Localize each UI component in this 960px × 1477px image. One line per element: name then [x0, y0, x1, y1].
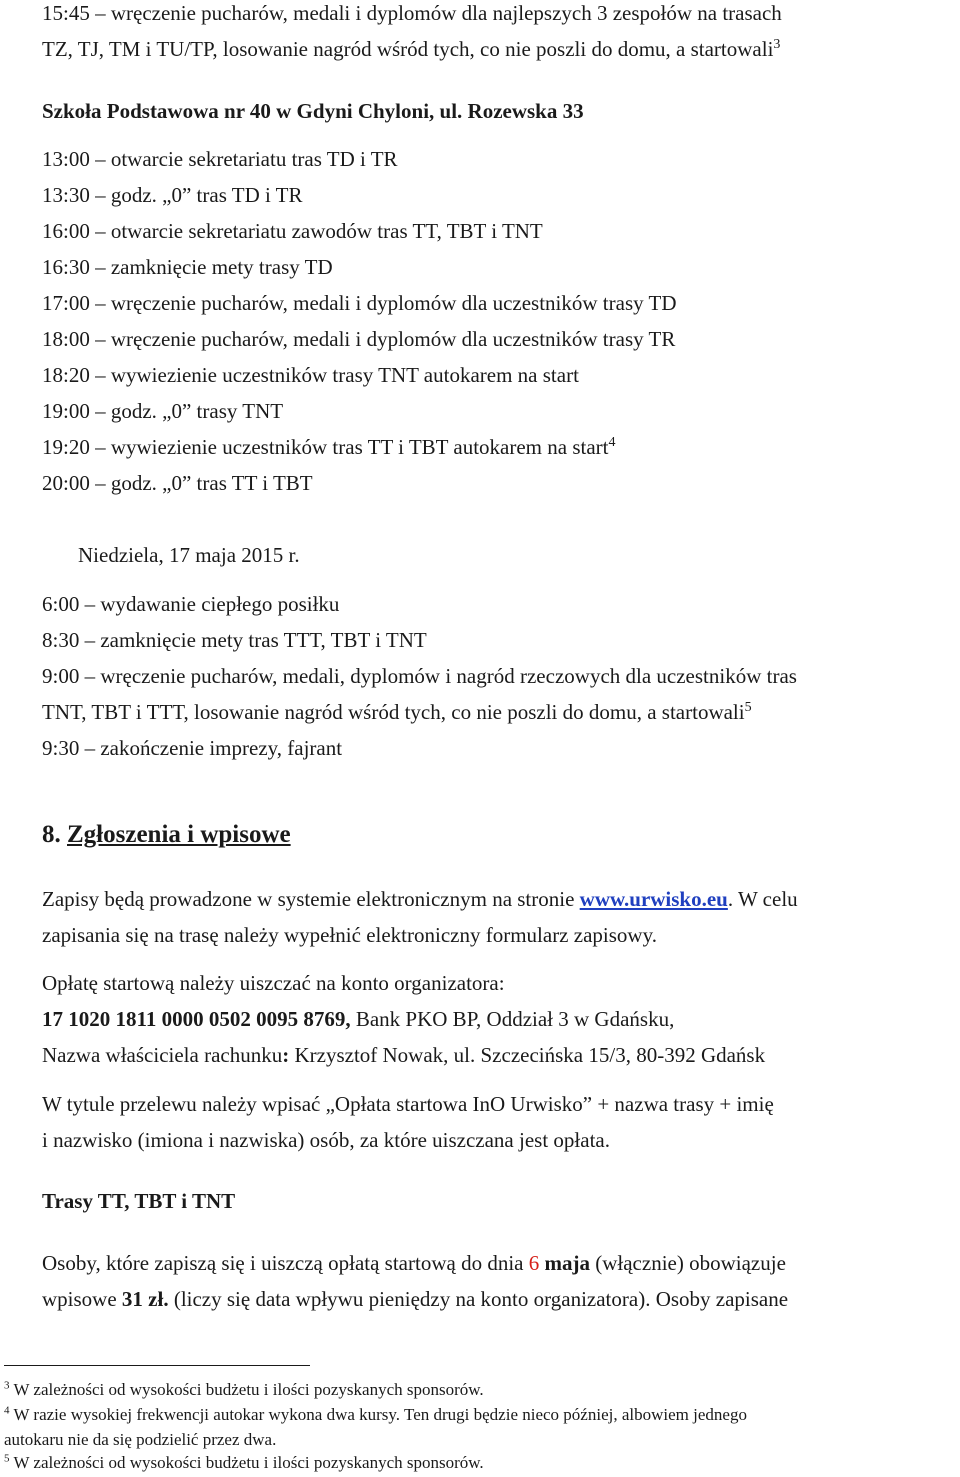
schedule-line: 15:45 – wręczenie pucharów, medali i dyplomów dla najlepszych 3 zespołów na trasach [42, 1, 782, 25]
footnote: $^4$ W razie wysokiej frekwencji autokar wykona dwa kursy. Ten drugi będzie nieco później, albowiem jednego [4, 1404, 747, 1424]
footnote: $^3$ W zależności od wysokości budżetu i ilości pozyskanych sponsorów. [4, 1379, 484, 1399]
schedule-line: 20:00 – godz. „0” tras TT i TBT [42, 471, 313, 495]
footnote: $^5$ W zależności od wysokości budżetu i ilości pozyskanych sponsorów. [4, 1452, 484, 1472]
schedule-line: TZ, TJ, TM i TU/TP, losowanie nagród wśród tych, co nie poszli do domu, a startowali$^3$ [42, 37, 781, 61]
schedule-line: 18:20 – wywiezienie uczestników trasy TNT autokarem na start [42, 363, 579, 387]
venue-heading: Szkoła Podstawowa nr 40 w Gdyni Chyloni, ul. Rozewska 33 [42, 99, 584, 123]
paragraph-line: zapisania się na trasę należy wypełnić elektroniczny formularz zapisowy. [42, 923, 657, 947]
footnote-ref[interactable]: 5 [744, 700, 752, 715]
paragraph-line: wpisowe 31 zł. (liczy się data wpływu pieniędzy na konto organizatora). Osoby zapisane [42, 1287, 789, 1311]
footnote-ref[interactable]: 3 [773, 37, 781, 52]
section-heading: 8. Zgłoszenia i wpisowe [42, 821, 291, 848]
footnote-separator [4, 1365, 310, 1366]
schedule-line: 13:00 – otwarcie sekretariatu tras TD i TR [42, 147, 398, 171]
schedule-line: 9:00 – wręczenie pucharów, medali, dyplomów i nagród rzeczowych dla uczestników tras [42, 664, 797, 688]
schedule-line: 8:30 – zamknięcie mety tras TTT, TBT i TNT [42, 628, 427, 652]
schedule-line: 18:00 – wręczenie pucharów, medali i dyplomów dla uczestników trasy TR [42, 327, 676, 351]
paragraph-line: W tytule przelewu należy wpisać „Opłata startowa InO Urwisko” + nazwa trasy + imię [42, 1092, 774, 1116]
deadline-day: 6 [528, 1251, 540, 1275]
section-title: Zgłoszenia i wpisowe [67, 821, 291, 848]
bank-account-line: 17 1020 1811 0000 0502 0095 8769, Bank PKO BP, Oddział 3 w Gdańsku, [42, 1007, 675, 1031]
paragraph-line: Osoby, które zapiszą się i uiszczą opłatą startową do dnia 6 maja (włącznie) obowiązuje [42, 1251, 786, 1275]
schedule-line: 19:00 – godz. „0” trasy TNT [42, 399, 284, 423]
footnote: autokaru nie da się podzielić przez dwa. [4, 1430, 277, 1449]
schedule-line: 16:30 – zamknięcie mety trasy TD [42, 255, 333, 279]
paragraph-line: i nazwisko (imiona i nazwiska) osób, za które uiszczana jest opłata. [42, 1128, 610, 1152]
account-number: 17 1020 1811 0000 0502 0095 8769, [42, 1007, 351, 1031]
schedule-line: 19:20 – wywiezienie uczestników tras TT i TBT autokarem na start$^4$ [42, 435, 616, 459]
subsection-heading: Trasy TT, TBT i TNT [42, 1189, 236, 1213]
schedule-line: 16:00 – otwarcie sekretariatu zawodów tras TT, TBT i TNT [42, 219, 543, 243]
website-link[interactable]: www.urwisko.eu [579, 887, 728, 911]
account-owner-line: Nazwa właściciela rachunku: Krzysztof Nowak, ul. Szczecińska 15/3, 80-392 Gdańsk [42, 1043, 766, 1067]
paragraph-line: Zapisy będą prowadzone w systemie elektronicznym na stronie www.urwisko.eu. W celu [42, 887, 798, 911]
schedule-line: 6:00 – wydawanie ciepłego posiłku [42, 592, 340, 616]
schedule-line: 17:00 – wręczenie pucharów, medali i dyplomów dla uczestników trasy TD [42, 291, 677, 315]
paragraph-line: Opłatę startową należy uiszczać na konto organizatora: [42, 971, 505, 995]
day-heading: Niedziela, 17 maja 2015 r. [78, 543, 300, 567]
schedule-line: 13:30 – godz. „0” tras TD i TR [42, 183, 303, 207]
schedule-line: TNT, TBT i TTT, losowanie nagród wśród tych, co nie poszli do domu, a startowali$^5$ [42, 700, 752, 724]
footnote-ref[interactable]: 4 [608, 435, 616, 450]
fee-amount: 31 zł. [121, 1287, 169, 1311]
schedule-line: 9:30 – zakończenie imprezy, fajrant [42, 736, 343, 760]
